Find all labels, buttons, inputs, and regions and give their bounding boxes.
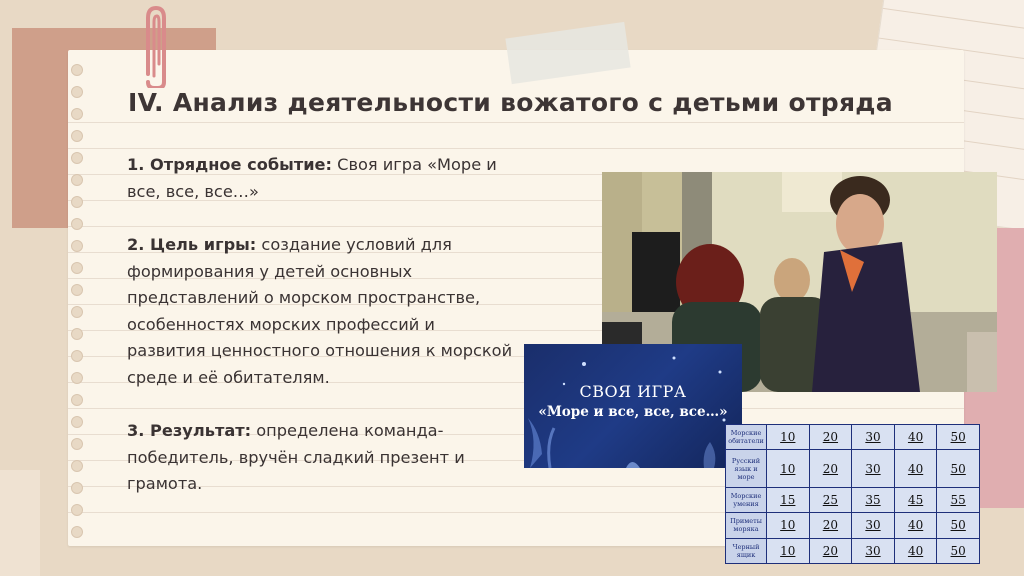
slide-body [127,152,517,525]
section-result [127,418,517,498]
board-cell[interactable]: 40 [894,538,937,563]
board-cell[interactable]: 30 [852,538,895,563]
board-row [726,487,980,512]
board-cell[interactable]: 20 [809,450,852,487]
board-cell[interactable]: 20 [809,425,852,450]
board-category: Морские обитатели [726,425,767,450]
board-cell[interactable]: 45 [894,487,937,512]
section-event-text: Своя игра «Море и все, все, все…» [127,155,497,201]
board-cell[interactable]: 30 [852,425,895,450]
board-cell[interactable]: 10 [767,425,810,450]
board-cell[interactable]: 50 [937,538,980,563]
board-cell[interactable]: 40 [894,450,937,487]
board-cell[interactable]: 15 [767,487,810,512]
section-goal-label: 2. Цель игры: [127,235,257,254]
board-category: Русский язык и море [726,450,767,487]
slide-title: IV. Анализ деятельности вожатого с детьми отряда [128,88,893,117]
background-bottom-card [0,470,40,576]
section-event-label: 1. Отрядное событие: [127,155,332,174]
game-card-subtitle: «Море и все, все, все…» [538,404,728,420]
board-cell[interactable]: 40 [894,425,937,450]
board-cell[interactable]: 40 [894,513,937,538]
board-cell[interactable]: 35 [852,487,895,512]
game-board-table [725,424,980,564]
board-cell[interactable]: 10 [767,450,810,487]
game-card-title: СВОЯ ИГРА [579,382,687,401]
board-row [726,513,980,538]
section-result-text: определена команда-победитель, вручён сладкий презент и грамота. [127,421,465,493]
board-cell[interactable]: 50 [937,450,980,487]
board-cell[interactable]: 20 [809,538,852,563]
paperclip-icon [140,4,172,88]
board-row [726,450,980,487]
game-title-card [524,344,742,468]
board-cell[interactable]: 50 [937,425,980,450]
board-row [726,538,980,563]
board-row [726,425,980,450]
board-cell[interactable]: 50 [937,513,980,538]
board-category: Приметы моряка [726,513,767,538]
board-cell[interactable]: 55 [937,487,980,512]
board-cell[interactable]: 30 [852,450,895,487]
board-cell[interactable]: 10 [767,538,810,563]
section-goal [127,232,517,391]
board-cell[interactable]: 25 [809,487,852,512]
board-cell[interactable]: 30 [852,513,895,538]
section-goal-text: создание условий для формирования у детей основных представлений о морском пространстве, особенностях морских профессий и развития ценностного отношения к морской среде и её обитателям. [127,235,513,387]
section-event [127,152,517,205]
section-result-label: 3. Результат: [127,421,252,440]
board-category: Морские умения [726,487,767,512]
board-category: Черный ящик [726,538,767,563]
board-cell[interactable]: 10 [767,513,810,538]
board-cell[interactable]: 20 [809,513,852,538]
